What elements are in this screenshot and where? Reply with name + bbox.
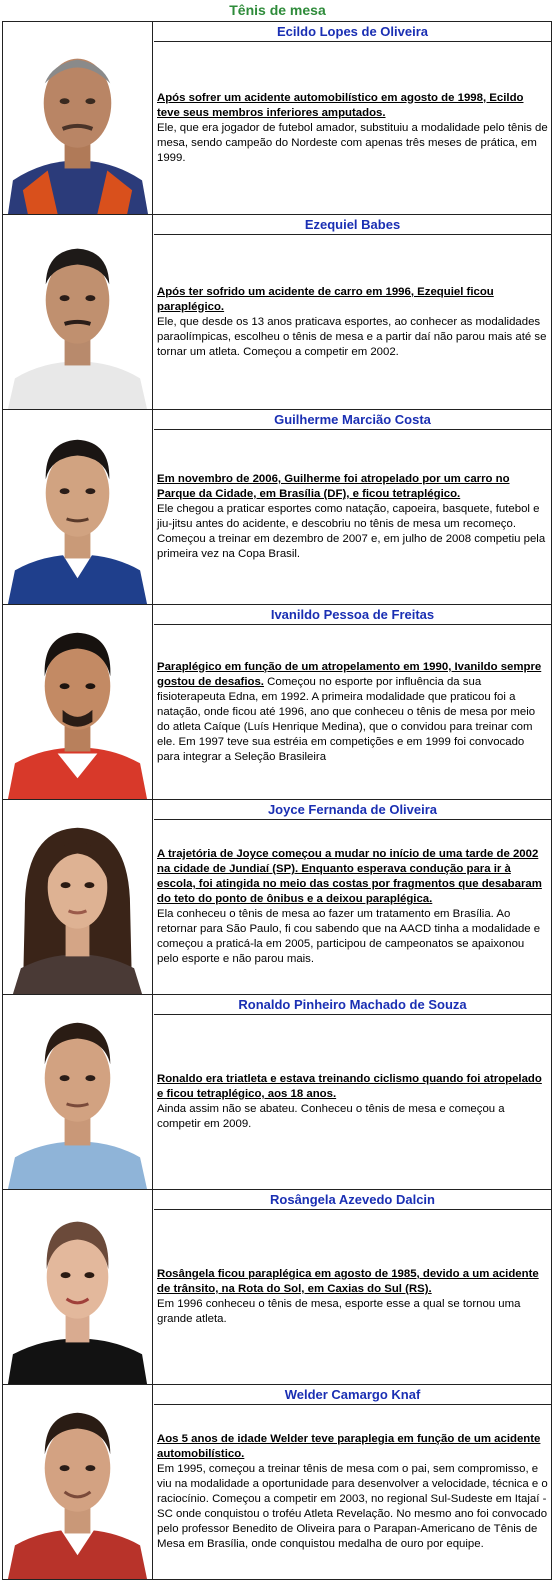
athlete-row [2, 1189, 552, 1385]
athlete-name: Rosângela Azevedo Dalcin [154, 1190, 551, 1210]
athlete-photo [3, 800, 153, 994]
athlete-name: Joyce Fernanda de Oliveira [154, 800, 551, 820]
athlete-row [2, 409, 552, 605]
athlete-photo [3, 22, 153, 214]
athlete-name: Ivanildo Pessoa de Freitas [154, 605, 551, 625]
career-summary: Em 1995, começou a treinar tênis de mesa com o pai, sem compromisso, e viu na modalidade a oportunidade para desenvolver a velocidade, técnica e o raciocínio. Começou a competir em 2003, no regional Sul-Sudeste em Itajaí - SC onde conquistou o troféu Atleta Revelação. No mesmo ano foi convocado pelo professor Benedito de Oliveira para o Parapan-Americano de Tênis de Mesa em Brasília, onde conquistou medalha de ouro por equipe. [157, 1463, 548, 1550]
career-summary: Ele, que era jogador de futebol amador, substituiu a modalidade pelo tênis de mesa, sendo campeão do Nordeste com apenas três meses de prática, em 1999. [157, 121, 548, 164]
portrait-image [3, 995, 152, 1189]
career-summary: Ele chegou a praticar esportes como natação, capoeira, basquete, futebol e jiu-jitsu antes do acidente, e descobriu no tênis de mesa um recomeço. Começou a treinar em dezembro de 2007 e, em julho de 2008 competiu pela primeira vez na Copa Brasil. [157, 503, 546, 560]
athlete-name: Ezequiel Babes [154, 215, 551, 235]
athlete-info [154, 605, 551, 799]
athlete-info [154, 410, 551, 604]
athlete-description [154, 625, 551, 799]
accident-summary: Após sofrer um acidente automobilístico em agosto de 1998, Ecildo teve seus membros inferiores amputados. [157, 91, 524, 119]
athlete-name: Welder Camargo Knaf [154, 1385, 551, 1405]
athlete-photo [3, 410, 153, 604]
athlete-info [154, 1385, 551, 1579]
athlete-photo [3, 995, 153, 1189]
athlete-info [154, 995, 551, 1189]
athlete-description [154, 820, 551, 994]
athlete-row [2, 799, 552, 995]
accident-summary: Paraplégico em função de um atropelamento em 1990, Ivanildo sempre gostou de desafios. [157, 660, 542, 688]
athlete-info [154, 1190, 551, 1384]
athlete-description [154, 235, 551, 409]
athlete-row [2, 994, 552, 1190]
athlete-photo [3, 1385, 153, 1579]
athlete-row [2, 1384, 552, 1580]
portrait-image [3, 215, 152, 409]
athlete-name: Ronaldo Pinheiro Machado de Souza [154, 995, 551, 1015]
athlete-name: Guilherme Marcião Costa [154, 410, 551, 430]
athlete-description [154, 1015, 551, 1189]
athlete-name: Ecildo Lopes de Oliveira [154, 22, 551, 42]
career-summary: Em 1996 conheceu o tênis de mesa, esporte esse a qual se tornou uma grande atleta. [157, 1298, 521, 1325]
accident-summary: Após ter sofrido um acidente de carro em 1996, Ezequiel ficou paraplégico. [157, 285, 494, 313]
athlete-description [154, 1405, 551, 1579]
career-summary: Começou no esporte por influência da sua fisioterapeuta Edna, em 1992. A primeira modalidade que praticou foi a natação, onde ficou até 1996, ano que conheceu o tênis de mesa por meio do atleta Caíque (Luís Henrique Medina), que o convidou para treinar com ele. Em 1997 teve sua estréia em competições e em 1999 foi convocado para integrar a Seleção Brasileira [157, 675, 536, 763]
athlete-photo [3, 605, 153, 799]
accident-summary: A trajetória de Joyce começou a mudar no início de uma tarde de 2002 na cidade de Jundiaí (SP). Enquanto esperava condução para ir à escola, foi atingida no meio das costas por fragmentos que desabaram do teto do ponto de ônibus e a deixou paraplégica. [157, 848, 542, 905]
athlete-description [154, 430, 551, 604]
career-summary: Ainda assim não se abateu. Conheceu o tênis de mesa e começou a competir em 2009. [157, 1103, 505, 1130]
athlete-info [154, 22, 551, 214]
portrait-image [3, 410, 152, 604]
athlete-info [154, 800, 551, 994]
athlete-info [154, 215, 551, 409]
portrait-image [3, 1385, 152, 1579]
portrait-image [3, 22, 152, 214]
athlete-photo [3, 1190, 153, 1384]
athlete-row [2, 214, 552, 410]
portrait-image [3, 800, 152, 994]
portrait-image [3, 1190, 152, 1384]
accident-summary: Em novembro de 2006, Guilherme foi atropelado por um carro no Parque da Cidade, em Brasília (DF), e ficou tetraplégico. [157, 473, 510, 500]
accident-summary: Aos 5 anos de idade Welder teve paraplegia em função de um acidente automobilístico. [157, 1433, 541, 1460]
sheet-title: Tênis de mesa [229, 2, 326, 18]
athlete-photo [3, 215, 153, 409]
career-summary: Ela conheceu o tênis de mesa ao fazer um tratamento em Brasília. Ao retornar para São Paulo, fi cou sabendo que na AACD tinha a modalidade e começou a praticá-la em 2005, participou de campeonatos se apaixonou pelo esporte e não parou mais. [157, 908, 541, 965]
athlete-row [2, 604, 552, 800]
athlete-description [154, 42, 551, 214]
portrait-image [3, 605, 152, 799]
accident-summary: Rosângela ficou paraplégica em agosto de 1985, devido a um acidente de trânsito, na Rota do Sol, em Caxias do Sul (RS). [157, 1268, 539, 1295]
athlete-description [154, 1210, 551, 1384]
athlete-row [2, 21, 552, 215]
career-summary: Ele, que desde os 13 anos praticava esportes, ao conhecer as modalidades paraolímpicas, escolheu o tênis de mesa e a partir daí não parou mais até se tornar um atleta. Começou a competir em 2002. [157, 315, 547, 358]
accident-summary: Ronaldo era triatleta e estava treinando ciclismo quando foi atropelado e ficou tetraplégico, aos 18 anos. [157, 1073, 542, 1100]
